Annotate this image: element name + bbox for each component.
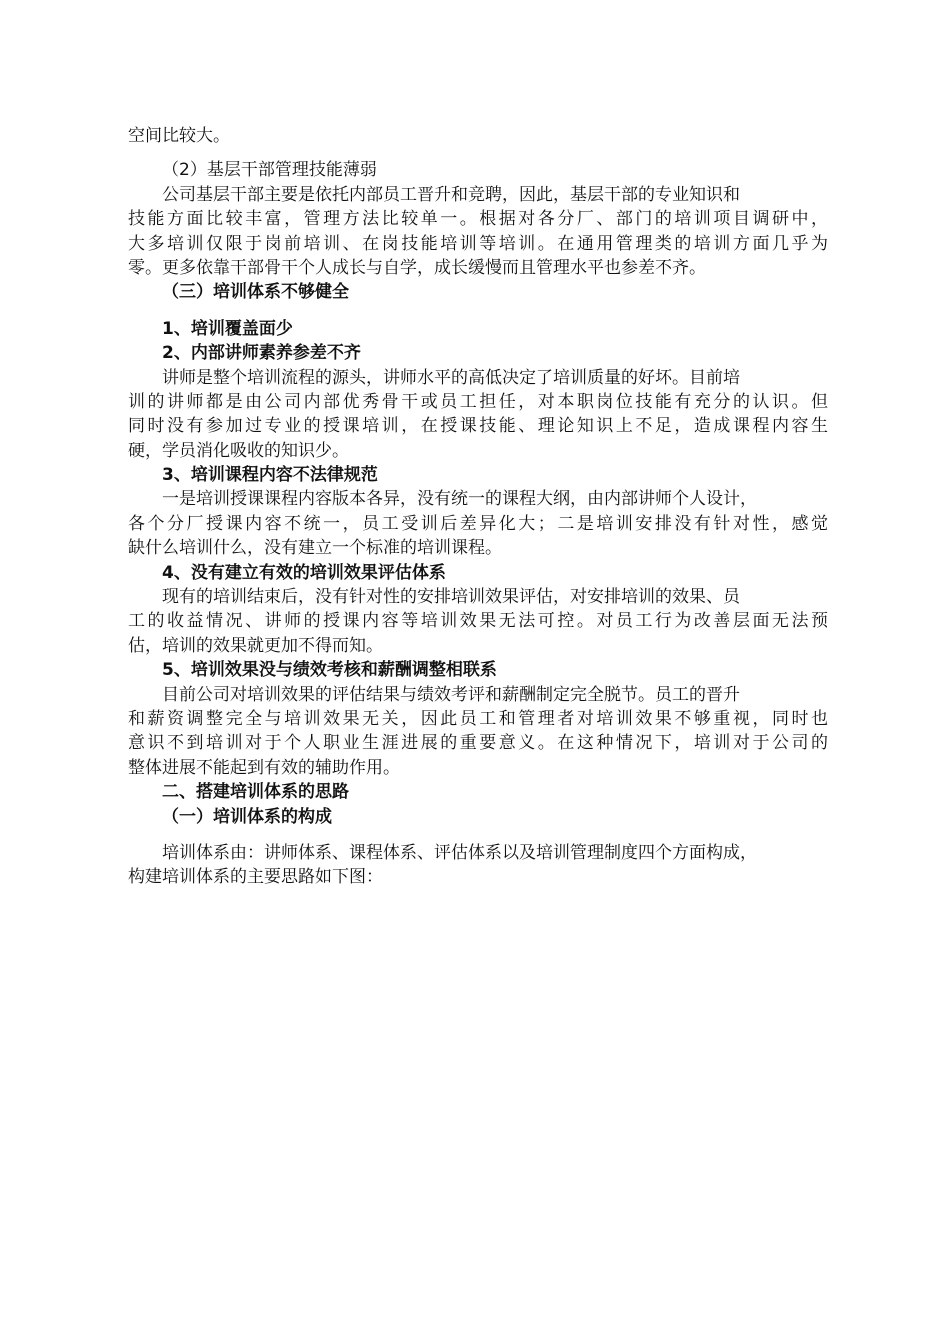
document-body [128, 124, 828, 890]
paragraph-line: 零。更多依靠干部骨干个人成长与自学，成长缓慢而且管理水平也参差不齐。 [128, 257, 706, 278]
section-heading: （一）培训体系的构成 [162, 806, 332, 827]
paragraph-line: 整体进展不能起到有效的辅助作用。 [128, 757, 400, 778]
paragraph-line: 意识不到培训对于个人职业生涯进展的重要意义。在这种情况下，培训对于公司的 [128, 733, 828, 754]
paragraph-line: 硬，学员消化吸收的知识少。 [128, 440, 349, 461]
paragraph-line: 公司基层干部主要是依托内部员工晋升和竞聘，因此，基层干部的专业知识和 [162, 184, 740, 205]
paragraph-line: 和薪资调整完全与培训效果无关，因此员工和管理者对培训效果不够重视，同时也 [128, 708, 828, 729]
subsection-heading: （2）基层干部管理技能薄弱 [162, 160, 377, 181]
paragraph-line: 构建培训体系的主要思路如下图： [128, 867, 383, 888]
item-heading: 1、培训覆盖面少 [162, 318, 293, 339]
paragraph-line: 目前公司对培训效果的评估结果与绩效考评和薪酬制定完全脱节。员工的晋升 [162, 684, 740, 705]
paragraph-line: 空间比较大。 [128, 126, 230, 146]
paragraph-line: 培训体系由：讲师体系、课程体系、评估体系以及培训管理制度四个方面构成， [162, 842, 757, 863]
paragraph-line: 现有的培训结束后，没有针对性的安排培训效果评估，对安排培训的效果、员 [162, 587, 740, 608]
chapter-heading: 二、搭建培训体系的思路 [162, 782, 349, 803]
paragraph-line: 训的讲师都是由公司内部优秀骨干或员工担任，对本职岗位技能有充分的认识。但 [128, 391, 828, 412]
paragraph-line: 讲师是整个培训流程的源头，讲师水平的高低决定了培训质量的好坏。目前培 [162, 367, 740, 388]
paragraph-line: 同时没有参加过专业的授课培训，在授课技能、理论知识上不足，造成课程内容生 [128, 416, 828, 437]
paragraph-line: 技能方面比较丰富，管理方法比较单一。根据对各分厂、部门的培训项目调研中， [128, 209, 828, 230]
paragraph-line: 一是培训授课课程内容版本各异，没有统一的课程大纲，由内部讲师个人设计， [162, 489, 757, 510]
item-heading: 3、培训课程内容不法律规范 [162, 465, 378, 486]
paragraph-line: 缺什么培训什么，没有建立一个标准的培训课程。 [128, 538, 502, 559]
item-heading: 4、没有建立有效的培训效果评估体系 [162, 562, 446, 583]
paragraph-line: 大多培训仅限于岗前培训、在岗技能培训等培训。在通用管理类的培训方面几乎为 [128, 233, 828, 254]
paragraph-line: 估，培训的效果就更加不得而知。 [128, 635, 383, 656]
paragraph-line: 工的收益情况、讲师的授课内容等培训效果无法可控。对员工行为改善层面无法预 [128, 611, 828, 632]
item-heading: 2、内部讲师素养参差不齐 [162, 343, 361, 364]
paragraph-line: 各个分厂授课内容不统一，员工受训后差异化大；二是培训安排没有针对性，感觉 [128, 513, 828, 534]
item-heading: 5、培训效果没与绩效考核和薪酬调整相联系 [162, 660, 497, 681]
section-heading: （三）培训体系不够健全 [162, 282, 349, 303]
